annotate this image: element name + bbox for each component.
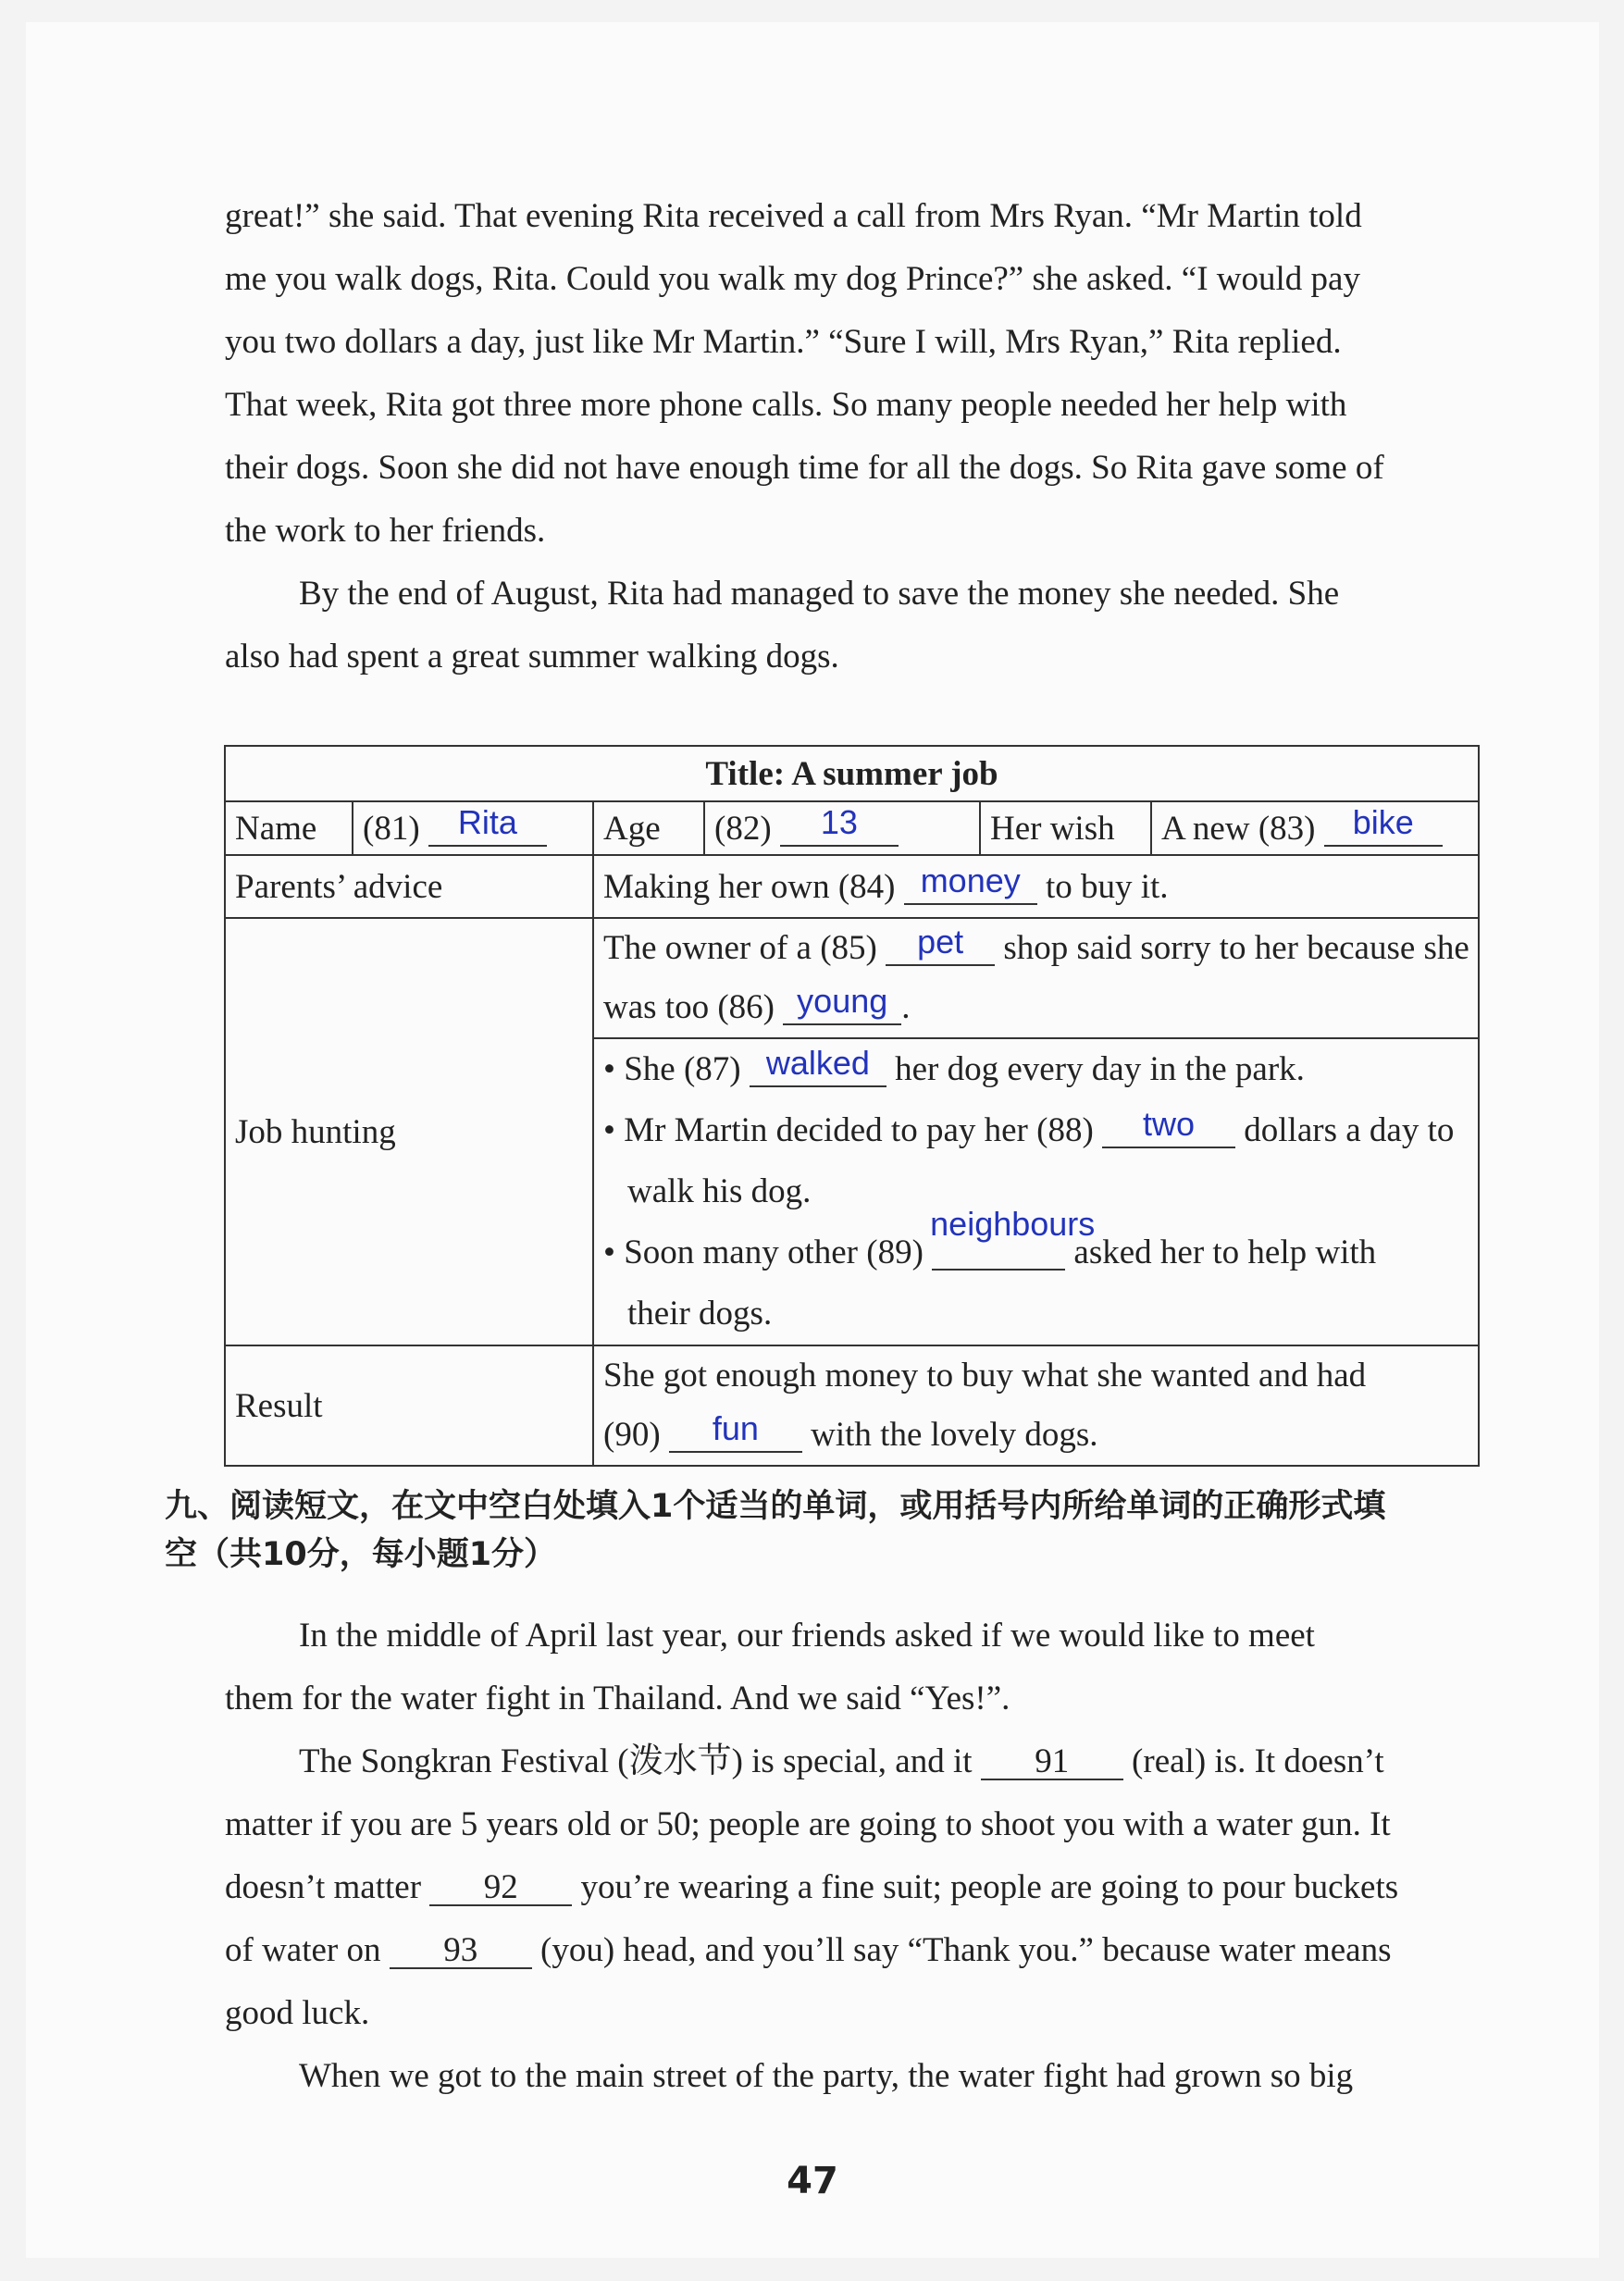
answer-88: two bbox=[1102, 1113, 1235, 1148]
text-line: matter if you are 5 years old or 50; people are going to shoot you with a water gun. It bbox=[225, 1805, 1391, 1843]
text-line: me you walk dogs, Rita. Could you walk my dog Prince?” she asked. “I would pay bbox=[225, 260, 1360, 298]
blank-91[interactable]: 91 bbox=[981, 1744, 1123, 1780]
q89-prefix: • Soon many other (89) bbox=[603, 1233, 924, 1271]
q86-suffix: . bbox=[901, 988, 911, 1026]
q85-suffix: shop said sorry to her because she bbox=[1003, 929, 1469, 967]
age-label: Age bbox=[593, 801, 704, 855]
q89-suffix: asked her to help with bbox=[1073, 1233, 1377, 1271]
q87-89-cell bbox=[593, 1038, 1479, 1345]
blank-92[interactable]: 92 bbox=[429, 1870, 572, 1906]
passage-1 bbox=[225, 185, 1483, 688]
q88-continuation: walk his dog. bbox=[627, 1172, 812, 1210]
text-line: The Songkran Festival (泼水节) is special, and it 91 (real) is. It doesn’t bbox=[299, 1742, 1384, 1780]
q83-cell bbox=[1151, 801, 1479, 855]
page bbox=[26, 22, 1599, 2258]
text-line: In the middle of April last year, our friends asked if we would like to meet bbox=[299, 1617, 1315, 1655]
wish-label: Her wish bbox=[980, 801, 1151, 855]
text-line: their dogs. Soon she did not have enough time for all the dogs. So Rita gave some of bbox=[225, 449, 1384, 487]
text-line: of water on 93 (you) head, and you’ll say “Thank you.” because water means bbox=[225, 1931, 1392, 1969]
answer-81: Rita bbox=[428, 812, 547, 847]
name-label: Name bbox=[225, 801, 353, 855]
q90-suffix: with the lovely dogs. bbox=[811, 1416, 1098, 1454]
result-label: Result bbox=[225, 1345, 593, 1466]
q81-cell bbox=[353, 801, 593, 855]
blank-93[interactable]: 93 bbox=[390, 1933, 532, 1969]
job-label: Job hunting bbox=[225, 918, 593, 1345]
q90-line1: She got enough money to buy what she wanted and had bbox=[603, 1357, 1367, 1395]
q87-prefix: • She (87) bbox=[603, 1050, 741, 1088]
answer-87: walked bbox=[750, 1052, 886, 1087]
answer-90: fun bbox=[669, 1418, 802, 1453]
text-line: great!” she said. That evening Rita received a call from Mrs Ryan. “Mr Martin told bbox=[225, 197, 1362, 235]
answer-89: neighbours bbox=[932, 1235, 1065, 1271]
page-number: 47 bbox=[787, 2160, 838, 2202]
q90-prefix: (90) bbox=[603, 1416, 661, 1454]
q85-86-cell bbox=[593, 918, 1479, 1038]
q86-prefix: was too (86) bbox=[603, 988, 775, 1026]
text-line: good luck. bbox=[225, 1994, 370, 2032]
text-line: By the end of August, Rita had managed to save the money she needed. She bbox=[299, 575, 1340, 613]
q84-cell bbox=[593, 855, 1479, 918]
q81-number: (81) bbox=[363, 809, 420, 848]
passage-2 bbox=[225, 1605, 1483, 2108]
q88-prefix: • Mr Martin decided to pay her (88) bbox=[603, 1111, 1094, 1149]
answer-86: young bbox=[783, 990, 901, 1025]
section-9-heading bbox=[165, 1482, 1497, 1579]
advice-label: Parents’ advice bbox=[225, 855, 593, 918]
answer-85: pet bbox=[886, 931, 995, 966]
answer-84: money bbox=[904, 870, 1037, 905]
text-line: also had spent a great summer walking dogs. bbox=[225, 638, 839, 676]
q87-suffix: her dog every day in the park. bbox=[895, 1050, 1305, 1088]
q85-prefix: The owner of a (85) bbox=[603, 929, 877, 967]
q83-prefix: A new (83) bbox=[1161, 809, 1316, 848]
q82-cell bbox=[704, 801, 980, 855]
text-line: the work to her friends. bbox=[225, 512, 546, 550]
heading-line-1: 九、阅读短文，在文中空白处填入1个适当的单词，或用括号内所给单词的正确形式填 bbox=[165, 1488, 1386, 1525]
q90-cell bbox=[593, 1345, 1479, 1466]
table-title: Title: A summer job bbox=[225, 746, 1479, 801]
summer-job-table bbox=[224, 745, 1480, 1467]
heading-line-2: 空（共10分，每小题1分） bbox=[165, 1536, 557, 1573]
text-line: When we got to the main street of the party, the water fight had grown so big bbox=[299, 2057, 1354, 2095]
text-line: them for the water fight in Thailand. And we said “Yes!”. bbox=[225, 1680, 1010, 1717]
q84-suffix: to buy it. bbox=[1045, 867, 1169, 906]
answer-82: 13 bbox=[780, 812, 899, 847]
text-line: That week, Rita got three more phone calls. So many people needed her help with bbox=[225, 386, 1347, 424]
q88-suffix: dollars a day to bbox=[1244, 1111, 1455, 1149]
q89-continuation: their dogs. bbox=[627, 1295, 773, 1333]
q84-prefix: Making her own (84) bbox=[603, 867, 896, 906]
q82-number: (82) bbox=[714, 809, 772, 848]
text-line: doesn’t matter 92 you’re wearing a fine suit; people are going to pour buckets bbox=[225, 1868, 1399, 1906]
text-line: you two dollars a day, just like Mr Martin.” “Sure I will, Mrs Ryan,” Rita replied. bbox=[225, 323, 1342, 361]
answer-83: bike bbox=[1324, 812, 1443, 847]
